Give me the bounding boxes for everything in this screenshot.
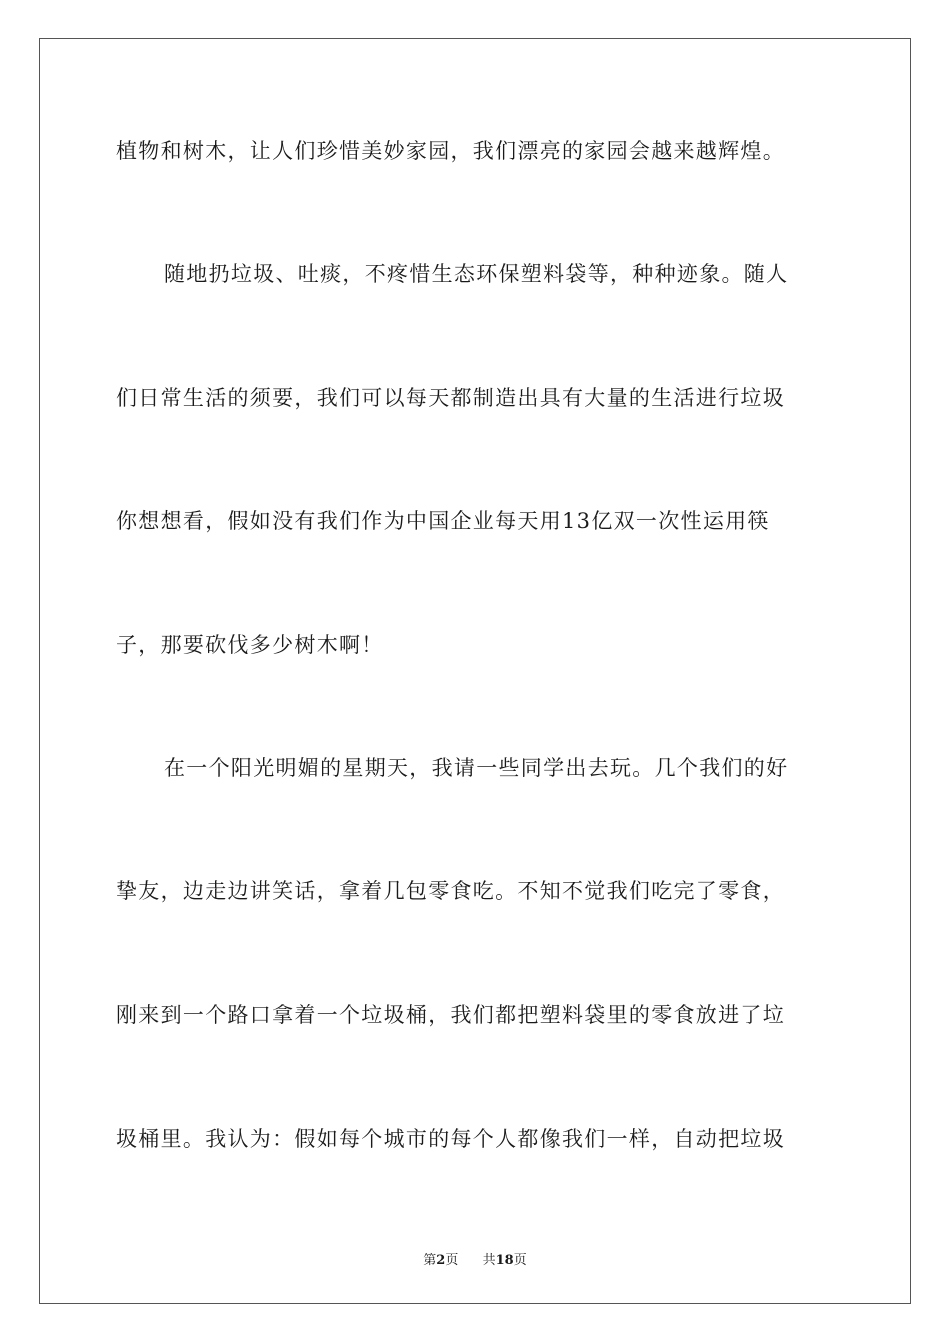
text-line-4: 你想想看，假如没有我们作为中国企业每天用13亿双一次性运用筷 [116, 509, 770, 533]
page-suffix: 页 [445, 1253, 459, 1268]
document-page [39, 38, 911, 1304]
total-pages: 18 [495, 1253, 514, 1268]
page-footer [40, 1249, 910, 1268]
text-line-1: 植物和树木，让人们珍惜美妙家园，我们漂亮的家园会越来越辉煌。 [116, 139, 785, 163]
total-prefix: 共 [482, 1253, 496, 1268]
total-suffix: 页 [513, 1253, 527, 1268]
text-line-3: 们日常生活的须要，我们可以每天都制造出具有大量的生活进行垃圾 [116, 386, 785, 410]
text-line-2: 随地扔垃圾、吐痰，不疼惜生态环保塑料袋等，种种迹象。随人 [164, 262, 789, 286]
page-number: 2 [436, 1253, 446, 1268]
text-line-5: 子，那要砍伐多少树木啊！ [116, 633, 384, 657]
text-line-8: 刚来到一个路口拿着一个垃圾桶，我们都把塑料袋里的零食放进了垃 [116, 1003, 785, 1027]
text-line-7: 挚友，边走边讲笑话，拿着几包零食吃。不知不觉我们吃完了零食， [116, 879, 785, 903]
text-line-9: 圾桶里。我认为：假如每个城市的每个人都像我们一样，自动把垃圾 [116, 1127, 785, 1151]
page-prefix: 第 [423, 1253, 437, 1268]
text-line-6: 在一个阳光明媚的星期天，我请一些同学出去玩。几个我们的好 [164, 756, 789, 780]
